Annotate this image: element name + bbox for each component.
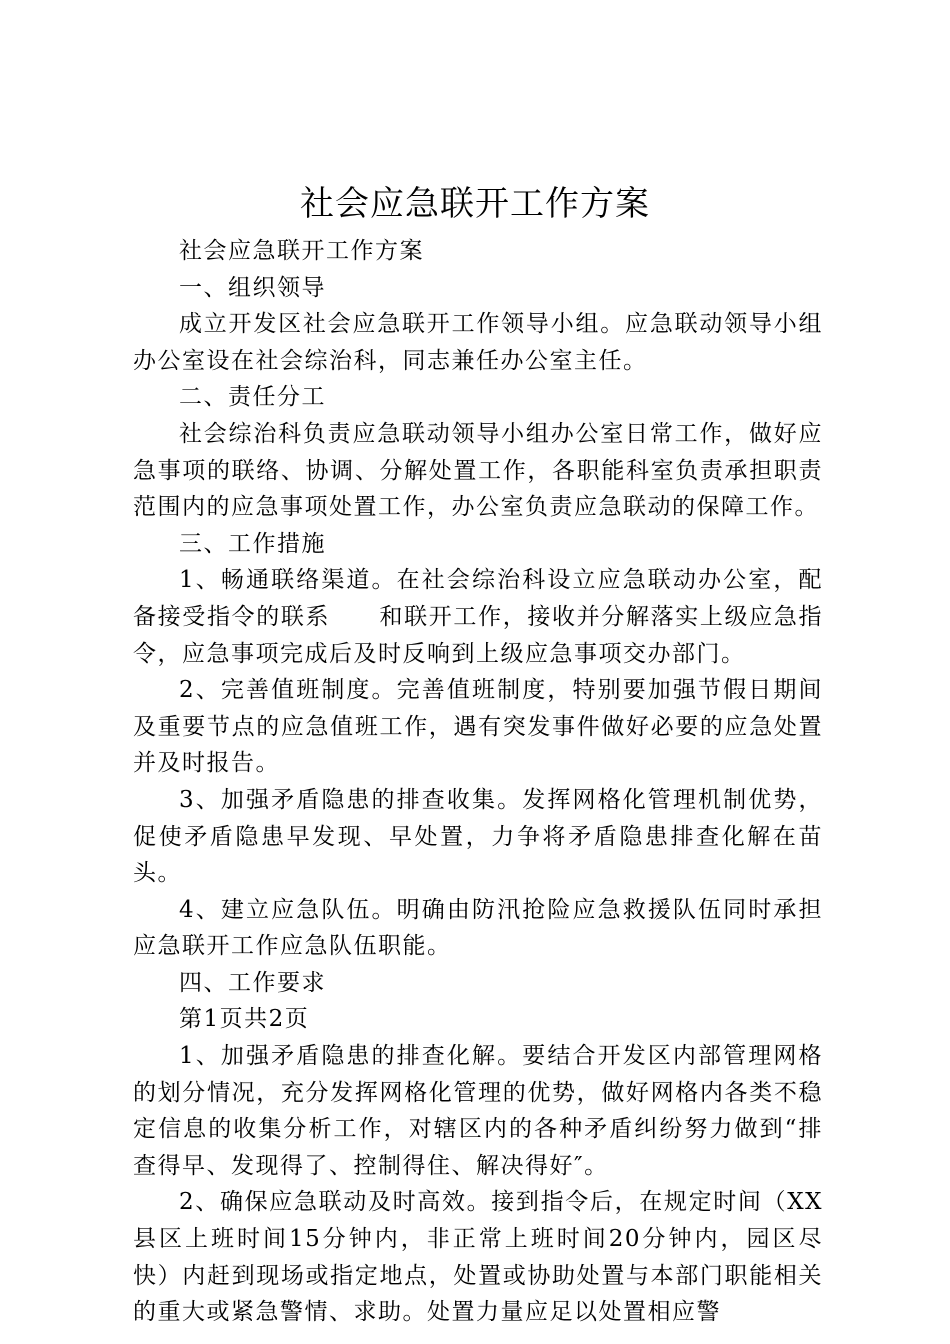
section-heading-requirements: 四、工作要求 (179, 969, 326, 996)
section-heading-measures: 三、工作措施 (179, 530, 326, 557)
paragraph-requirement-2: 2、确保应急联动及时高效。接到指令后，在规定时间（XX县区上班时间15分钟内，非正常上班时间20分钟内，园区尽快）内赶到现场或指定地点，处置或协助处置与本部门职能相关的重大或紧急警情、求助。处置力量应足以处置相应警 (133, 1189, 823, 1326)
paragraph-measure-4: 4、建立应急队伍。明确由防汛抢险应急救援队伍同时承担应急联开工作应急队伍职能。 (133, 896, 823, 960)
paragraph-requirement-1: 1、加强矛盾隐患的排查化解。要结合开发区内部管理网格的划分情况，充分发挥网格化管理的优势，做好网格内各类不稳定信息的收集分析工作，对辖区内的各种矛盾纠纷努力做到“排查得早、发现得了、控制得住、解决得好″。 (133, 1043, 823, 1179)
paragraph-measure-3: 3、加强矛盾隐患的排查收集。发挥网格化管理机制优势，促使矛盾隐患早发现、早处置，力争将矛盾隐患排查化解在苗头。 (133, 786, 823, 887)
paragraph-organization: 成立开发区社会应急联开工作领导小组。应急联动领导小组办公室设在社会综治科，同志兼任办公室主任。 (133, 311, 823, 374)
section-heading-organization: 一、组织领导 (179, 274, 326, 301)
paragraph-responsibility: 社会综治科负责应急联动领导小组办公室日常工作，做好应急事项的联络、协调、分解处置工作，各职能科室负责承担职责范围内的应急事项处置工作，办公室负责应急联动的保障工作。 (133, 420, 823, 521)
document-body (133, 233, 823, 1331)
paragraph-measure-2: 2、完善值班制度。完善值班制度，特别要加强节假日期间及重要节点的应急值班工作，遇有突发事件做好必要的应急处置并及时报告。 (133, 677, 823, 777)
document-title: 社会应急联开工作方案 (300, 184, 650, 224)
section-heading-responsibility: 二、责任分工 (179, 384, 326, 411)
page-number: 第1页共2页 (179, 1006, 310, 1033)
paragraph-measure-1: 1、畅通联络渠道。在社会综治科设立应急联动办公室，配备接受指令的联系 和联开工作，接收并分解落实上级应急指令，应急事项完成后及时反响到上级应急事项交办部门。 (133, 567, 823, 667)
doc-subtitle: 社会应急联开工作方案 (179, 238, 424, 264)
